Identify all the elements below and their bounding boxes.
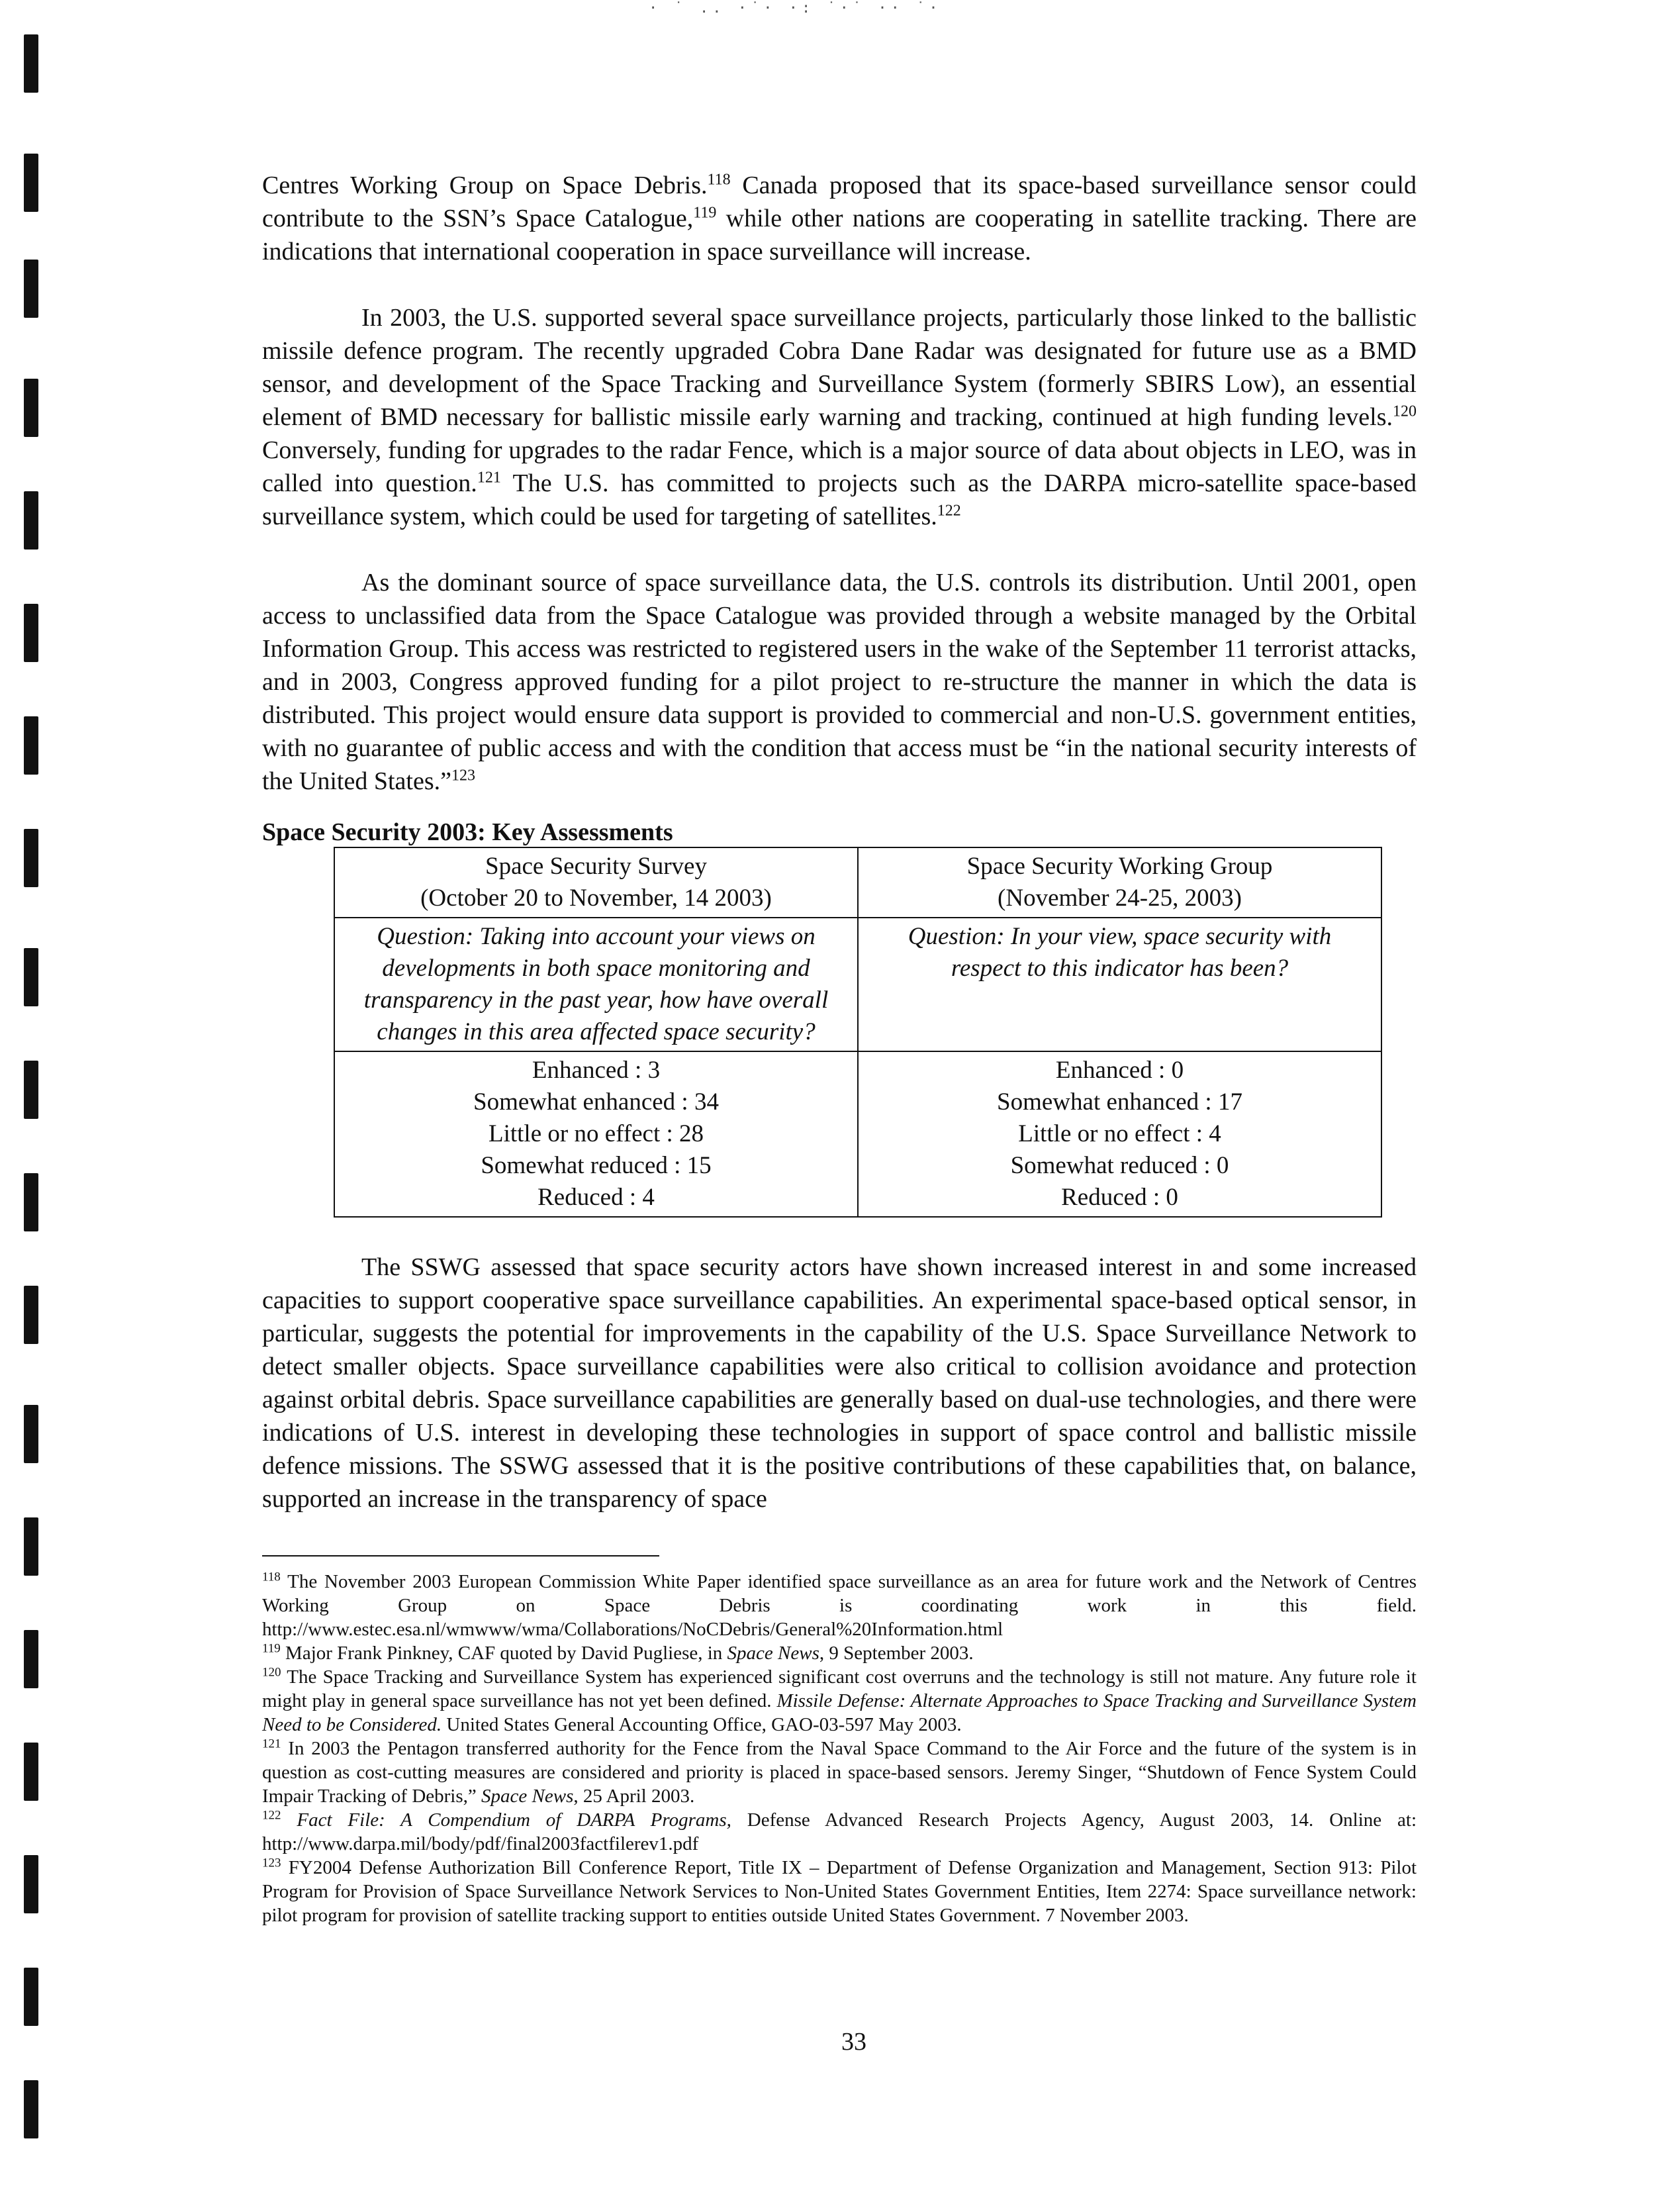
page-content xyxy=(262,169,1417,1927)
footnote-ref[interactable]: 121 xyxy=(477,469,501,487)
footnote: $^{119}$ Major Frank Pinkney, CAF quoted by David Pugliese, in Space News, 9 September 2003. xyxy=(262,1641,974,1664)
table-header-cell: Space Security Survey (October 20 to November, 14 2003) xyxy=(334,847,858,918)
result-line: Little or no effect : 4 xyxy=(1018,1120,1221,1147)
footnote: $^{122}$ Fact File: A Compendium of DARPA Programs, Defense Advanced Research Projects Agency, August 2003, 14. Online at: http://www.darpa.mil/body/pdf/final2003factfilerev1.pdf xyxy=(262,1808,1417,1854)
binder-mark xyxy=(24,1743,38,1801)
table-results-cell xyxy=(858,1051,1381,1217)
binder-mark xyxy=(24,491,38,550)
binder-mark xyxy=(24,1855,38,1913)
footnote: $^{118}$ The November 2003 European Commission White Paper identified space surveillance as an area for future work and the Network of Centres Working Group on Space Debris is coordinating work in this field. http://www.estec.esa.nl/wmwww/wma/Collaborations/NoCDebris/General%20Information.html xyxy=(262,1570,1417,1640)
footnote: $^{120}$ The Space Tracking and Surveillance System has experienced significant cost overruns and the technology is still not mature. Any future role it might play in general space surveillance has not yet been defined. Missile Defense: Alternate Approaches to Space Tracking and Surveillance System Need to be Considered. United States General Accounting Office, GAO-03-597 May 2003. xyxy=(262,1665,1417,1735)
binder-mark xyxy=(24,154,38,212)
table-title: Space Security 2003: Key Assessments xyxy=(262,818,673,846)
footnote: $^{123}$ FY2004 Defense Authorization Bill Conference Report, Title IX – Department of Defense Organization and Management, Section 913: Pilot Program for Provision of Space Surveillance Network Services to Non-United States Government Entities, Item 2274: Space surveillance network: pilot program for provision of satellite tracking support to entities outside United States Government. 7 November 2003. xyxy=(262,1856,1417,1926)
binder-mark xyxy=(24,1630,38,1688)
footnote-ref[interactable]: 119 xyxy=(693,204,717,222)
table-question-cell: Question: In your view, space security with respect to this indicator has been? xyxy=(858,918,1381,1051)
result-line: Reduced : 0 xyxy=(1061,1184,1178,1211)
binder-mark xyxy=(24,1286,38,1344)
body-paragraph: The SSWG assessed that space security actors have shown increased interest in and some increased capacities to support cooperative space surveillance capabilities. An experimental space-based optical sensor, in particular, suggests the potential for improvements in the capability of the U.S. Space Surveillance Network to detect smaller objects. Space surveillance capabilities were also critical to collision avoidance and protection against orbital debris. Space surveillance capabilities are generally based on dual-use technologies, and there were indications of U.S. interest in developing these technologies in support of space control and ballistic missile defence missions. The SSWG assessed that it is the positive contributions of these capabilities that, on balance, supported an increase in the transparency of space xyxy=(262,1253,1417,1513)
footnote-ref[interactable]: 123 xyxy=(451,767,475,785)
binder-mark xyxy=(24,1061,38,1119)
binder-mark xyxy=(24,948,38,1006)
result-line: Enhanced : 3 xyxy=(532,1057,661,1084)
key-assessments-table xyxy=(334,847,1382,1218)
footnote-ref[interactable]: 122 xyxy=(937,502,961,520)
result-line: Somewhat enhanced : 34 xyxy=(473,1088,719,1116)
footnote-ref[interactable]: 118 xyxy=(707,171,731,189)
body-paragraph: As the dominant source of space surveillance data, the U.S. controls its distribution. Until 2001, open access to unclassified data from the Space Catalogue was provided through a website managed by the Orbital Information Group. This access was restricted to registered users in the wake of the September 11 terrorist attacks, and in 2003, Congress approved funding for a pilot project to re-structure the manner in which the data is distributed. This project would ensure data support is provided to commercial and non-U.S. government entities, with no guarantee of public access and with the condition that access must be “in the national security interests of the United States.”$^{123}$ xyxy=(262,569,1417,795)
binder-mark xyxy=(24,379,38,437)
binder-mark xyxy=(24,34,38,93)
page-number: 33 xyxy=(841,2028,866,2056)
binder-mark xyxy=(24,716,38,775)
result-line: Somewhat enhanced : 17 xyxy=(997,1088,1242,1116)
scan-artifact: · ˙ .. ·˙· ·: ˙·˙ ·· ˙· xyxy=(649,0,942,17)
result-line: Somewhat reduced : 15 xyxy=(481,1152,712,1179)
body-paragraph: Centres Working Group on Space Debris.$^{118}$ Canada proposed that its space-based surveillance sensor could contribute to the SSN’s Space Catalogue,$^{119}$ while other nations are cooperating in satellite tracking. There are indications that international cooperation in space surveillance will increase. xyxy=(262,171,1417,265)
binder-mark xyxy=(24,604,38,662)
binder-mark xyxy=(24,1405,38,1463)
footnote-ref[interactable]: 120 xyxy=(1393,403,1417,420)
binder-mark xyxy=(24,1517,38,1576)
footnote-divider xyxy=(262,1555,659,1557)
table-header-cell: Space Security Working Group (November 24-25, 2003) xyxy=(858,847,1381,918)
binder-mark xyxy=(24,2080,38,2138)
table-question-cell: Question: Taking into account your views on developments in both space monitoring and transparency in the past year, how have overall changes in this area affected space security? xyxy=(334,918,858,1051)
result-line: Enhanced : 0 xyxy=(1055,1057,1184,1084)
table-results-cell xyxy=(334,1051,858,1217)
result-line: Little or no effect : 28 xyxy=(488,1120,704,1147)
binder-mark xyxy=(24,260,38,318)
footnote: $^{121}$ In 2003 the Pentagon transferred authority for the Fence from the Naval Space Command to the Air Force and the future of the system is in question as cost-cutting measures are considered and priority is placed in space-based sensors. Jeremy Singer, “Shutdown of Fence System Could Impair Tracking of Debris,” Space News, 25 April 2003. xyxy=(262,1737,1417,1807)
binder-mark xyxy=(24,1968,38,2026)
body-paragraph: In 2003, the U.S. supported several space surveillance projects, particularly those linked to the ballistic missile defence program. The recently upgraded Cobra Dane Radar was designated for future use as a BMD sensor, and development of the Space Tracking and Surveillance System (formerly SBIRS Low), an essential element of BMD necessary for ballistic missile early warning and tracking, continued at high funding levels.$^{120}$ Conversely, funding for upgrades to the radar Fence, which is a major source of data about objects in LEO, was in called into question.$^{121}$ The U.S. has committed to projects such as the DARPA micro-satellite space-based surveillance system, which could be used for targeting of satellites.$^{122}$ xyxy=(262,304,1417,530)
result-line: Somewhat reduced : 0 xyxy=(1010,1152,1229,1179)
binder-mark xyxy=(24,829,38,887)
result-line: Reduced : 4 xyxy=(537,1184,655,1211)
binder-mark xyxy=(24,1173,38,1231)
